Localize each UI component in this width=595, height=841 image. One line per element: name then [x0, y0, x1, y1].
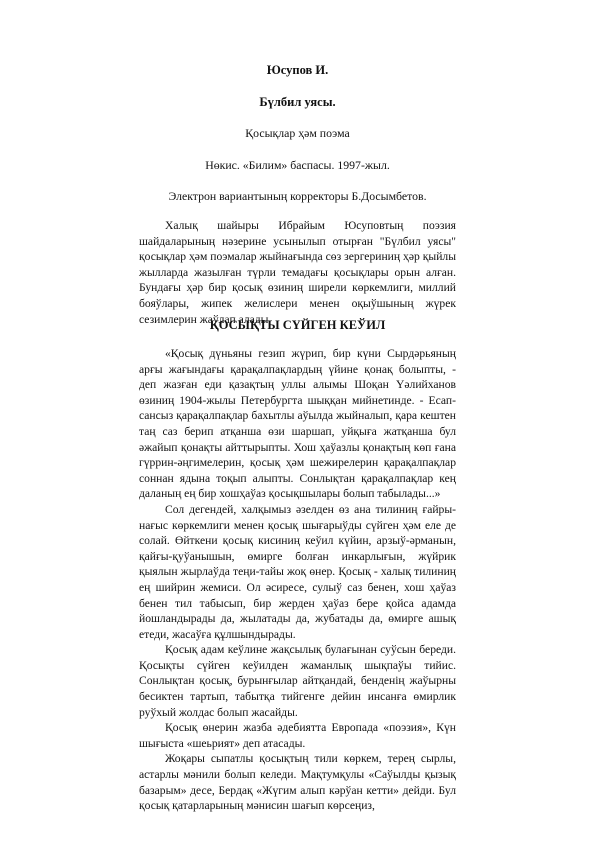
body-paragraph: Жоқары сыпатлы қосықтың тили көркем, терең сырлы, астарлы мәнили болып келеди. Мақтумқулы «Саўылды қызық базарым» десе, Бердақ «Жүгим алып кәрўан кетти» дейди. Бул қосық қатарларының мәнисин шағып көрсеңиз, — [139, 752, 456, 813]
electronic-version-note: Электрон вариантының корректоры Б.Досымбетов. — [168, 189, 427, 203]
body-paragraph: Қосық өнерин жазба әдебиятта Европада «поэзия», Күн шығыста «шеьрият» деп атасады. — [139, 721, 456, 750]
section-heading: ҚОСЫҚТЫ СҮЙГЕН КЕЎИЛ — [209, 318, 386, 332]
book-title: Бүлбил уясы. — [259, 95, 336, 109]
publisher-line: Нөкис. «Билим» баспасы. 1997-жыл. — [205, 158, 390, 172]
author-name: Юсупов И. — [266, 63, 329, 77]
body-paragraph: Сол дегендей, халқымыз әзелден өз ана тилиниң ғайры-нағыс көркемлиги менен қосық шығарыўды сүйген ҳәм еле де солай. Өйткени қосық кисиниң кеўил күйин, арзыў-әрманын, қайғы-қуўанышын, өмирге болған инкарлығын, жүйрик қыялын жырлаўда теңи-тайы жоқ өнер. Қосық - халық тилиниң ең шийрин жемиси. Ол әсиресе, сулыў саз бенен, хош ҳаўаз бенен тил табысып, бир жерден ҳаўаз бере қойса адамда йошландырады да, жылатады да, жубатады да, өмирге ашық етеди, жасаўға құлшындырады. — [139, 502, 456, 641]
section-body — [139, 346, 456, 814]
intro-block — [139, 218, 456, 327]
body-paragraph: «Қосық дүньяны гезип жүрип, бир күни Сырдәрьяның арғы жағындағы қарақалпақлардың үйине қонақ болыпты, - деп жазған еди қазақтың уллы алымы Шоқан Үәлийханов өзиниң 1904-жылы Петербургта шыққан мийнетинде. - Есап-сансыз қарақалпақлар бахытлы аўылда жыйналып, қара кештен таң саз берип атқанша өзи шаршап, уйқыға жатқанша бул әжайып қонақты айттырыпты. Хош ҳаўазлы қонақтың көп ғана гүррин-әңгимелерин, қосық ҳәм шежирелерин қарақалпақлар соннан ядына тоқып алыпты. Сонлықтан қарақалпақлар кең даланың ең бир хошҳаўаз қосықшылары болып табылады...» — [139, 347, 456, 501]
book-subtitle: Қосықлар ҳәм поэма — [245, 126, 350, 140]
body-paragraph: Қосық адам кеўлине жақсылық булағынан суўсын береди. Қосықты сүйген кеўилден жаманлық шықпаўы тийис. Сонлықтан қосық, бурынғылар айтқандай, бенденің жаўырны бесиктен тартып, табытқа тийгенге дейин инсанға өмирлик руўхый жолдас болып жасайды. — [139, 643, 456, 719]
intro-paragraph: Халық шайыры Ибрайым Юсуповтың поэзия шайдаларының нәзерине усынылып отырған "Бүлбил уясы" қосықлар ҳәм поэмалар жыйнағында сөз зергериниң ҳәр қыйлы жылларда жазылған түрли темадағы қосықлары орын алған. Бундағы ҳәр бир қосық өзиниң ширели көркемлиги, миллий бояўлары, жипек желислери менен оқыўшының жүрек сезимлерин жаўлап алады. — [139, 219, 456, 326]
